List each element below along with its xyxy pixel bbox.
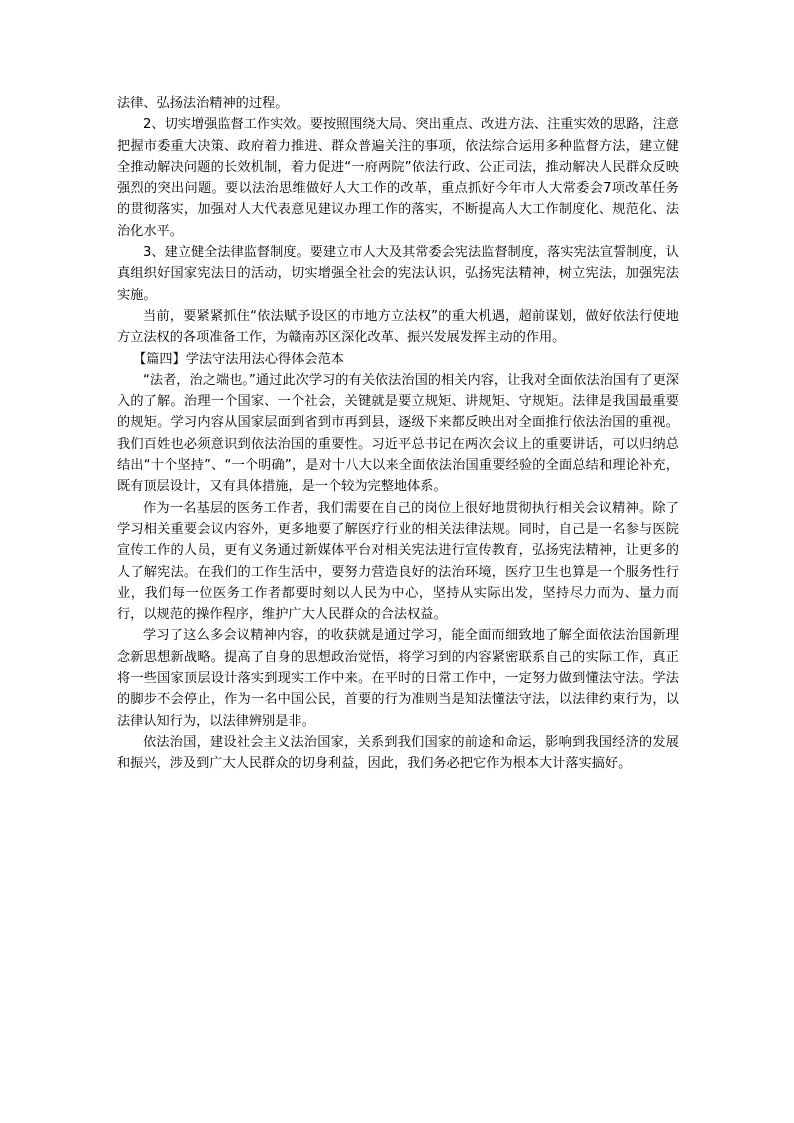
paragraph-medical-worker: 作为一名基层的医务工作者，我们需要在自己的岗位上很好地贯彻执行相关会议精神。除了学习相关重要会议内容外，更多地要了解医疗行业的相关法律法规。同时，自己是一名参与医院宣传工作的人员，更有义务通过新媒体平台对相关宪法进行宣传教育，弘扬宪法精神，让更多的人了解宪法。在我们的工作生活中，要努力营造良好的法治环境，医疗卫生也算是一个服务性行业，我们每一位医务工作者都要时刻以人民为中心，坚持从实际出发，坚持尽力而为、量力而行，以规范的操作程序，维护广大人民群众的合法权益。 xyxy=(117,500,679,623)
paragraph-continuation: 法律、弘扬法治精神的过程。 xyxy=(117,96,289,111)
section-heading: 【篇四】学法守法用法心得体会范本 xyxy=(133,351,344,367)
paragraph-supervision: 2、切实增强监督工作实效。要按照围绕大局、突出重点、改进方法、注重实效的思路，注意把握市委重大决策、政府着力推进、群众普遍关注的事项，依法综合运用多种监督方法，建立健全推动解决问题的长效机制，着力促进“一府两院”依法行政、公正司法，推动解决人民群众反映强烈的突出问题。要以法治思维做好人大工作的改革，重点抓好今年市人大常委会7项改革任务的贯彻落实，加强对人大代表意见建议办理工作的落实，不断提高人大工作制度化、规范化、法治化水平。 xyxy=(117,117,679,239)
paragraph-conclusion: 依法治国，建设社会主义法治国家，关系到我们国家的前途和命运，影响到我国经济的发展和振兴，涉及到广大人民群众的切身利益，因此，我们务必把它作为根本大计落实搞好。 xyxy=(117,734,679,772)
paragraph-legal-supervision: 3、建立健全法律监督制度。要建立市人大及其常委会宪法监督制度，落实宪法宣誓制度，认真组织好国家宪法日的活动，切实增强全社会的宪法认识，弘扬宪法精神，树立宪法，加强宪法实施。 xyxy=(117,245,679,303)
paragraph-learning-gains: 学习了这么多会议精神内容，的收获就是通过学习，能全面而细致地了解全面依法治国新理念新思想新战略。提高了自身的思想政治觉悟，将学习到的内容紧密联系自己的实际工作，真正将一些国家顶层设计落实到现实工作中来。在平时的日常工作中，一定努力做到懂法守法。学法的脚步不会停止，作为一名中国公民，首要的行为准则当是知法懂法守法，以法律约束行为，以法律认知行为，以法律辨别是非。 xyxy=(117,628,679,729)
paragraph-rule-of-law-intro: “法者，治之端也。”通过此次学习的有关依法治国的相关内容，让我对全面依法治国有了更深入的了解。治理一个国家、一个社会，关键就是要立规矩、讲规矩、守规矩。法律是我国最重要的规矩。学习内容从国家层面到省到市再到县，逐级下来都反映出对全面推行依法治国的重视。我们百姓也必须意识到依法治国的重要性。习近平总书记在两次会议上的重要讲话，可以归纳总结出“十个坚持”、“一个明确”，是对十八大以来全面依法治国重要经验的全面总结和理论补充，既有顶层设计，又有具体措施，是一个较为完整地体系。 xyxy=(117,372,679,495)
document-body xyxy=(117,93,679,775)
paragraph-legislation-opportunity: 当前，要紧紧抓住“依法赋予设区的市地方立法权”的重大机遇，超前谋划，做好依法行使地方立法权的各项准备工作，为赣南苏区深化改革、振兴发展发挥主动的作用。 xyxy=(117,308,679,346)
